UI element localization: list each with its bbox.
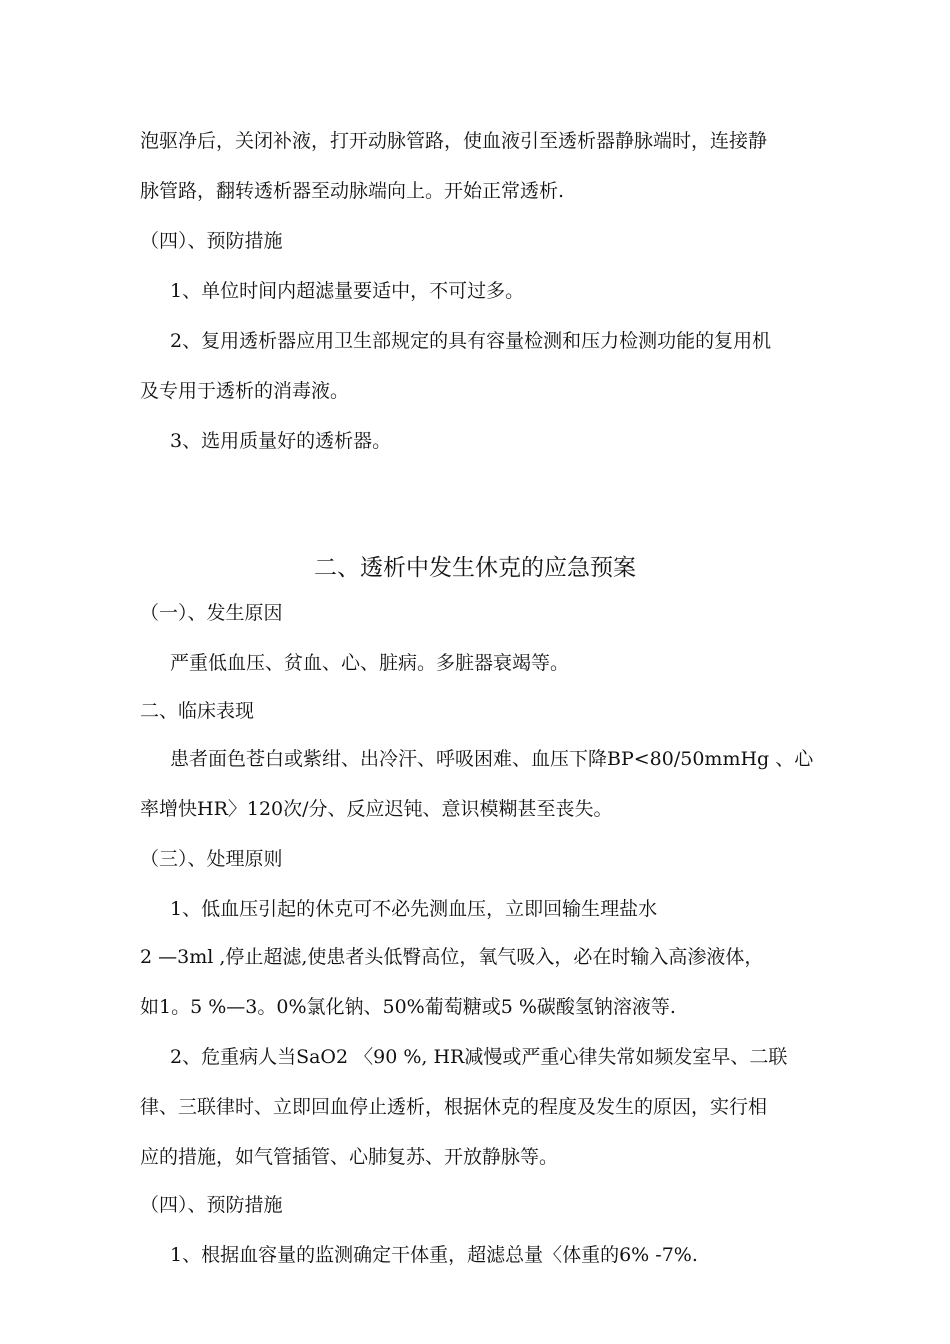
body-text-line: 应的措施，如气管插管、心肺复苏、开放静脉等。 [140,1146,559,1168]
body-text-line: 率增快HR〉120次/分、反应迟钝、意识模糊甚至丧失。 [140,798,613,820]
section-title: 二、透析中发生休克的应急预案 [314,555,636,581]
list-item: 3、选用质量好的透析器。 [170,430,392,452]
list-item: 1、低血压引起的休克可不必先测血压，立即回输生理盐水 [170,898,658,920]
body-text-line: 律、三联律时、立即回血停止透析，根据休克的程度及发生的原因，实行相 [140,1096,768,1118]
list-item: 2、危重病人当SaO2 〈90 %, HR减慢或严重心律失常如频发室早、二联 [170,1046,788,1068]
list-item: 2、复用透析器应用卫生部规定的具有容量检测和压力检测功能的复用机 [170,330,772,352]
body-text-line: 2 —3ml ,停止超滤,使患者头低臀高位，氧气吸入，必在时输入高渗液体， [140,946,764,968]
body-text-line: 患者面色苍白或紫绀、出冷汗、呼吸困难、血压下降BP<80/50mmHg 、心 [170,748,814,770]
body-text-line: 严重低血压、贫血、心、脏病。多脏器衰竭等。 [170,652,570,674]
list-item: 1、单位时间内超滤量要适中，不可过多。 [170,280,525,302]
subsection-heading: （四）、预防措施 [140,230,283,252]
body-text-line: 如1。5 %—3。0%氯化钠、50%葡萄糖或5 %碳酸氢钠溶液等. [140,996,676,1018]
body-text-line: 脉管路，翻转透析器至动脉端向上。开始正常透析. [140,180,565,202]
body-text-line: 及专用于透析的消毒液。 [140,380,350,402]
list-item: 1、根据血容量的监测确定干体重，超滤总量〈体重的6% -7%. [170,1244,698,1266]
subsection-heading: （一）、发生原因 [140,602,283,624]
body-text-line: 泡驱净后，关闭补液，打开动脉管路，使血液引至透析器静脉端时，连接静 [140,130,768,152]
subsection-heading: （四）、预防措施 [140,1194,283,1216]
subsection-heading: （三）、处理原则 [140,848,283,870]
subsection-heading: 二、临床表现 [140,700,255,722]
